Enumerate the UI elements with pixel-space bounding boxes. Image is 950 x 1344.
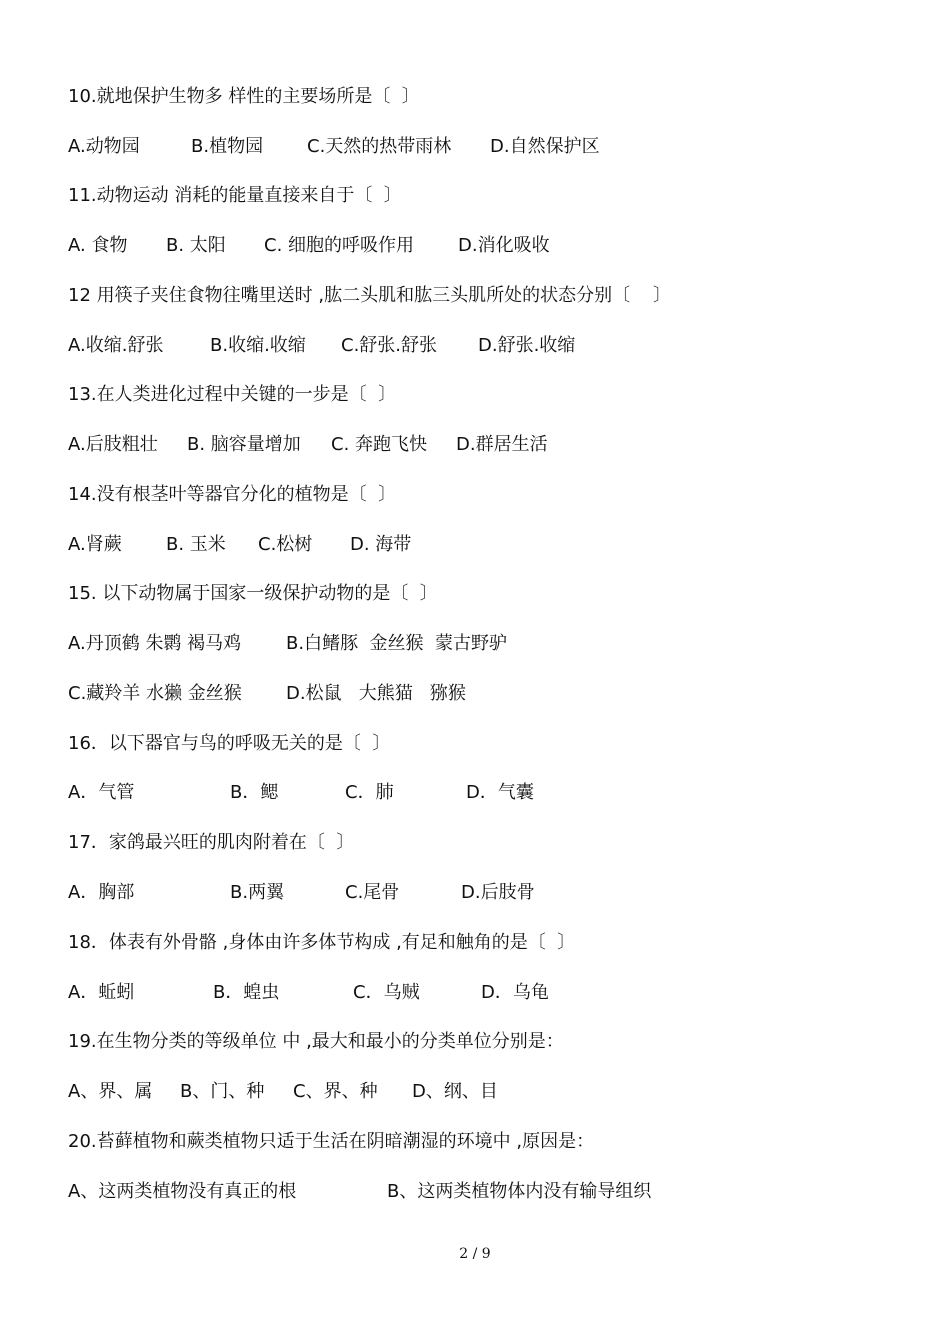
option-b: B、门、种 — [180, 1081, 265, 1102]
question-20: 20.苔藓植物和蕨类植物只适于生活在阴暗潮湿的环境中 ,原因是： — [68, 1131, 595, 1152]
option-c: C. 细胞的呼吸作用 — [264, 235, 415, 256]
option-c: C.舒张.舒张 — [341, 335, 438, 356]
question-13: 13.在人类进化过程中关键的一步是〔 〕 — [68, 384, 397, 405]
option-c: C. 奔跑飞快 — [331, 434, 428, 455]
option-c: C.天然的热带雨林 — [307, 136, 452, 157]
option-b: B.收缩.收缩 — [210, 335, 306, 356]
option-a: A.动物园 — [68, 136, 140, 157]
question-14: 14.没有根茎叶等器官分化的植物是〔 〕 — [68, 484, 397, 505]
option-b: B. 玉米 — [166, 534, 226, 555]
option-c: C.尾骨 — [345, 882, 400, 903]
option-b: B. 脑容量增加 — [187, 434, 301, 455]
question-16: 16．以下器官与鸟的呼吸无关的是〔 〕 — [68, 733, 391, 754]
option-a: A.后肢粗壮 — [68, 434, 158, 455]
option-b: B．鳃 — [230, 782, 279, 803]
option-b: B.白鳍豚 金丝猴 蒙古野驴 — [286, 633, 507, 654]
option-a: A. 食物 — [68, 235, 128, 256]
option-a: A．气管 — [68, 782, 135, 803]
option-d: D．气囊 — [466, 782, 534, 803]
question-19: 19.在生物分类的等级单位 中 ,最大和最小的分类单位分别是： — [68, 1031, 564, 1052]
option-a: A．胸部 — [68, 882, 135, 903]
option-a: A.收缩.舒张 — [68, 335, 164, 356]
option-d: D.消化吸收 — [458, 235, 550, 256]
option-c: C．肺 — [345, 782, 394, 803]
option-c: C、界、种 — [293, 1081, 378, 1102]
question-10: 10.就地保护生物多 样性的主要场所是〔 〕 — [68, 86, 420, 107]
option-b: B．蝗虫 — [213, 982, 280, 1003]
option-d: D.群居生活 — [456, 434, 548, 455]
option-b: B、这两类植物体内没有输导组织 — [387, 1181, 652, 1202]
option-b: B.两翼 — [230, 882, 285, 903]
option-d: D. 海带 — [350, 534, 412, 555]
option-a: A．蚯蚓 — [68, 982, 135, 1003]
option-a: A.丹顶鹤 朱鹮 褐马鸡 — [68, 633, 242, 654]
option-a: A、界、属 — [68, 1081, 153, 1102]
question-11: 11.动物运动 消耗的能量直接来自于〔 〕 — [68, 185, 402, 206]
option-d: D．乌龟 — [481, 982, 549, 1003]
option-c: C．乌贼 — [353, 982, 420, 1003]
option-c: C.藏羚羊 水獭 金丝猴 — [68, 683, 242, 704]
question-18: 18．体表有外骨骼 ,身体由许多体节构成 ,有足和触角的是〔 〕 — [68, 932, 576, 953]
option-a: A、这两类植物没有真正的根 — [68, 1181, 297, 1202]
question-15: 15. 以下动物属于国家一级保护动物的是〔 〕 — [68, 583, 438, 604]
option-c: C.松树 — [258, 534, 313, 555]
option-d: D、纲、目 — [412, 1081, 498, 1102]
option-d: D.松鼠 大熊猫 猕猴 — [286, 683, 466, 704]
page-number: 2 / 9 — [459, 1246, 491, 1262]
option-b: B. 太阳 — [166, 235, 226, 256]
question-12: 12 用筷子夹住食物往嘴里送时 ,肱二头肌和肱三头肌所处的状态分别〔 〕 — [68, 285, 671, 306]
option-d: D.后肢骨 — [461, 882, 535, 903]
option-d: D.舒张.收缩 — [478, 335, 576, 356]
question-17: 17．家鸽最兴旺的肌肉附着在〔 〕 — [68, 832, 355, 853]
option-d: D.自然保护区 — [490, 136, 600, 157]
option-b: B.植物园 — [191, 136, 264, 157]
option-a: A.肾蕨 — [68, 534, 122, 555]
